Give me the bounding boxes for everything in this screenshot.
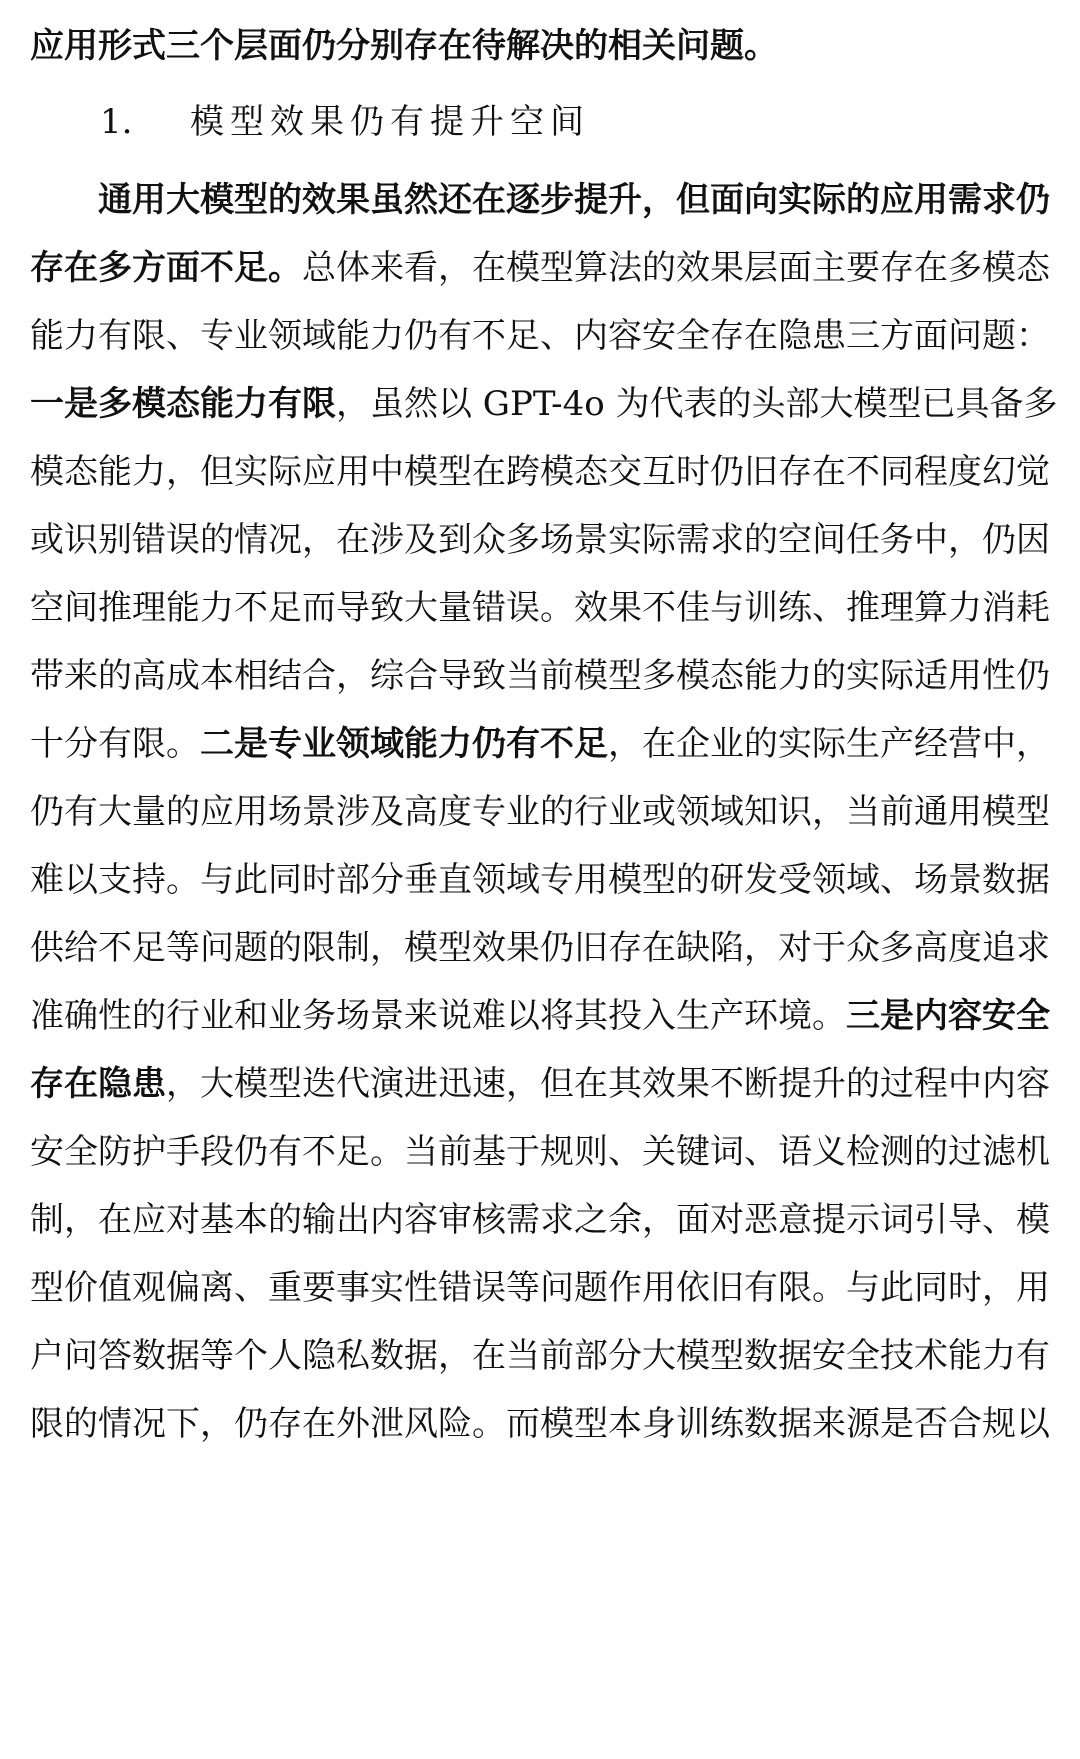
paragraph-line-12 (30, 858, 1050, 902)
paragraph-line-13 (30, 926, 1050, 970)
line-20-part-1: 限的情况下，仍存在外泄风险。而模型本身训练数据来源是否合规以 (30, 1404, 1050, 1444)
section-heading-number: 1. (100, 102, 133, 142)
paragraph-line-3 (30, 246, 1050, 290)
paragraph-line-11 (30, 790, 1050, 834)
line-3-part-2: 总体来看，在模型算法的效果层面主要存在多模态 (302, 248, 1050, 288)
section-heading (100, 100, 590, 144)
paragraph-line-18 (30, 1266, 1050, 1310)
paragraph-line-15 (30, 1062, 1050, 1106)
line-15-part-1: 存在隐患 (30, 1064, 166, 1104)
line-14-part-2: 三是内容安全 (846, 996, 1050, 1036)
paragraph-line-20 (30, 1402, 1050, 1446)
paragraph-line-14 (30, 994, 1050, 1038)
paragraph-line-2 (30, 178, 1050, 222)
line-14-part-1: 准确性的行业和业务场景来说难以将其投入生产环境。 (30, 996, 846, 1036)
line-9-part-1: 带来的高成本相结合，综合导致当前模型多模态能力的实际适用性仍 (30, 656, 1050, 696)
line-4-part-1: 能力有限、专业领域能力仍有不足、内容安全存在隐患三方面问题： (30, 316, 1050, 356)
section-heading-title: 模型效果仍有提升空间 (190, 102, 590, 142)
line-15-part-2: ，大模型迭代演进迅速，但在其效果不断提升的过程中内容 (166, 1064, 1050, 1104)
paragraph-line-5 (30, 382, 1058, 426)
paragraph-line-6 (30, 450, 1050, 494)
line-2-part-1: 通用大模型的效果虽然还在逐步提升，但面向实际的应用需求仍 (98, 180, 1050, 220)
line-8-part-1: 空间推理能力不足而导致大量错误。效果不佳与训练、推理算力消耗 (30, 588, 1050, 628)
line-3-part-1: 存在多方面不足。 (30, 248, 302, 288)
line-10-part-3: ，在企业的实际生产经营中， (608, 724, 1050, 764)
line-5-part-1: 一是多模态能力有限 (30, 384, 336, 424)
paragraph-line-7 (30, 518, 1050, 562)
line-5-part-2: ，虽然以 GPT-4o 为代表的头部大模型已具备多 (336, 384, 1058, 424)
paragraph-line-1 (30, 24, 1046, 68)
paragraph-line-19 (30, 1334, 1050, 1378)
line-19-part-1: 户问答数据等个人隐私数据，在当前部分大模型数据安全技术能力有 (30, 1336, 1050, 1376)
paragraph-line-9 (30, 654, 1050, 698)
paragraph-line-10 (30, 722, 1050, 766)
line-18-part-1: 型价值观偏离、重要事实性错误等问题作用依旧有限。与此同时，用 (30, 1268, 1050, 1308)
line-11-part-1: 仍有大量的应用场景涉及高度专业的行业或领域知识，当前通用模型 (30, 792, 1050, 832)
paragraph-line-8 (30, 586, 1050, 630)
paragraph-line-16 (30, 1130, 1050, 1174)
paragraph-line-4 (30, 314, 1050, 358)
line-13-part-1: 供给不足等问题的限制，模型效果仍旧存在缺陷，对于众多高度追求 (30, 928, 1050, 968)
line-7-part-1: 或识别错误的情况，在涉及到众多场景实际需求的空间任务中，仍因 (30, 520, 1050, 560)
line-17-part-1: 制，在应对基本的输出内容审核需求之余，面对恶意提示词引导、模 (30, 1200, 1050, 1240)
paragraph-line-17 (30, 1198, 1050, 1242)
line-1-part-1: 应用形式三个层面仍分别存在待解决的相关问题。 (30, 26, 778, 66)
line-10-part-2: 二是专业领域能力仍有不足 (200, 724, 608, 764)
line-16-part-1: 安全防护手段仍有不足。当前基于规则、关键词、语义检测的过滤机 (30, 1132, 1050, 1172)
line-12-part-1: 难以支持。与此同时部分垂直领域专用模型的研发受领域、场景数据 (30, 860, 1050, 900)
line-6-part-1: 模态能力，但实际应用中模型在跨模态交互时仍旧存在不同程度幻觉 (30, 452, 1050, 492)
line-10-part-1: 十分有限。 (30, 724, 200, 764)
